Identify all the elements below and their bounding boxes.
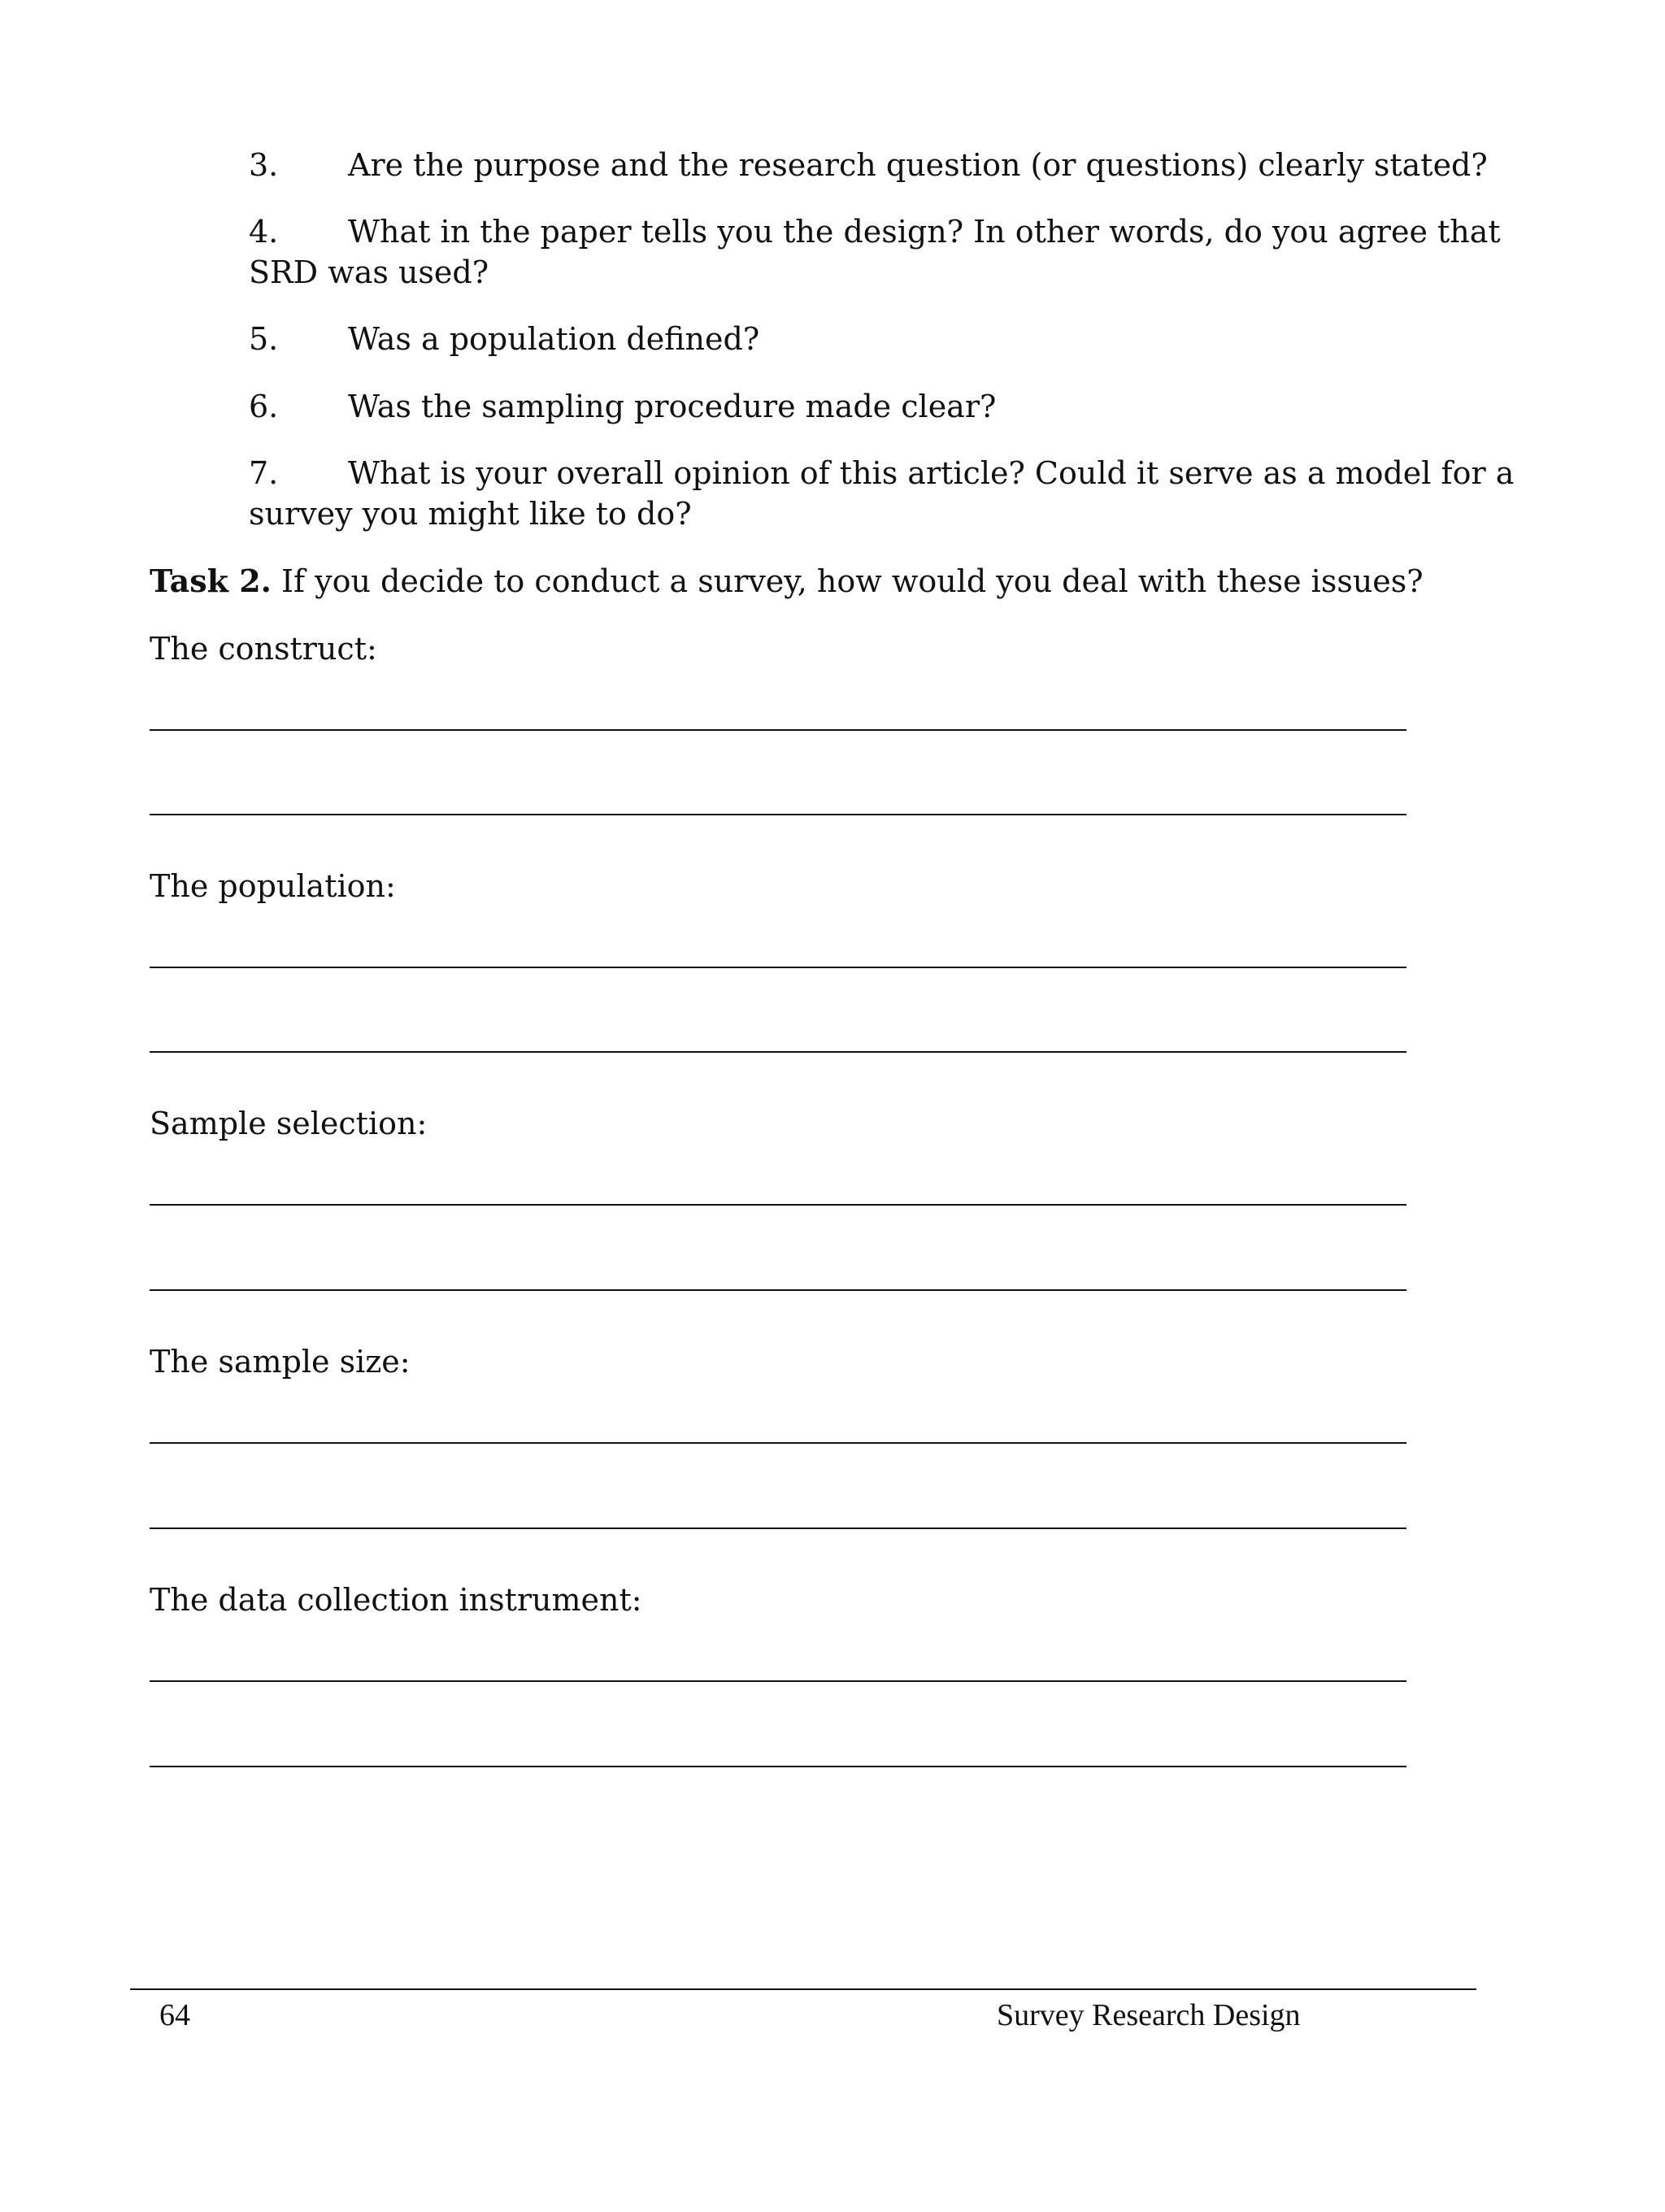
section-label-population: The population: [150, 868, 396, 904]
section-label-construct: The construct: [150, 631, 377, 667]
question-text: What is your overall opinion of this article? Could it serve as a model for a survey you might like to do? [249, 455, 1515, 532]
section-label-sample-size: The sample size: [150, 1344, 411, 1380]
answer-line-instrument-1[interactable] [150, 1680, 1406, 1682]
task-label: Task 2. [150, 563, 272, 599]
question-number: 5. [249, 321, 279, 357]
footer-rule [130, 1988, 1476, 1990]
question-text: What in the paper tells you the design? In other words, do you agree that SRD was used? [249, 214, 1501, 290]
question-text: Are the purpose and the research question (or questions) clearly stated? [348, 147, 1488, 183]
question-5 [249, 319, 1517, 359]
page-number: 64 [159, 1998, 190, 2032]
answer-line-sample-selection-2[interactable] [150, 1289, 1406, 1291]
question-6 [249, 386, 1517, 427]
question-number: 4. [249, 214, 279, 250]
answer-line-instrument-2[interactable] [150, 1766, 1406, 1767]
answer-line-construct-2[interactable] [150, 814, 1406, 815]
answer-line-construct-1[interactable] [150, 729, 1406, 731]
question-number: 7. [249, 455, 279, 491]
question-7 [249, 453, 1517, 534]
answer-line-population-1[interactable] [150, 967, 1406, 968]
question-number: 6. [249, 389, 279, 424]
question-text: Was the sampling procedure made clear? [348, 389, 997, 424]
question-3 [249, 145, 1517, 185]
running-title: Survey Research Design [997, 1998, 1301, 2032]
answer-line-sample-size-1[interactable] [150, 1442, 1406, 1444]
task-2-instruction [150, 561, 1532, 602]
section-label-data-collection-instrument: The data collection instrument: [150, 1582, 642, 1618]
section-label-sample-selection: Sample selection: [150, 1106, 428, 1141]
task-text: If you decide to conduct a survey, how would you deal with these issues? [271, 563, 1424, 599]
answer-line-population-2[interactable] [150, 1051, 1406, 1053]
question-text: Was a population defined? [348, 321, 760, 357]
question-4 [249, 211, 1517, 293]
answer-line-sample-selection-1[interactable] [150, 1204, 1406, 1206]
question-number: 3. [249, 147, 279, 183]
answer-line-sample-size-2[interactable] [150, 1528, 1406, 1529]
